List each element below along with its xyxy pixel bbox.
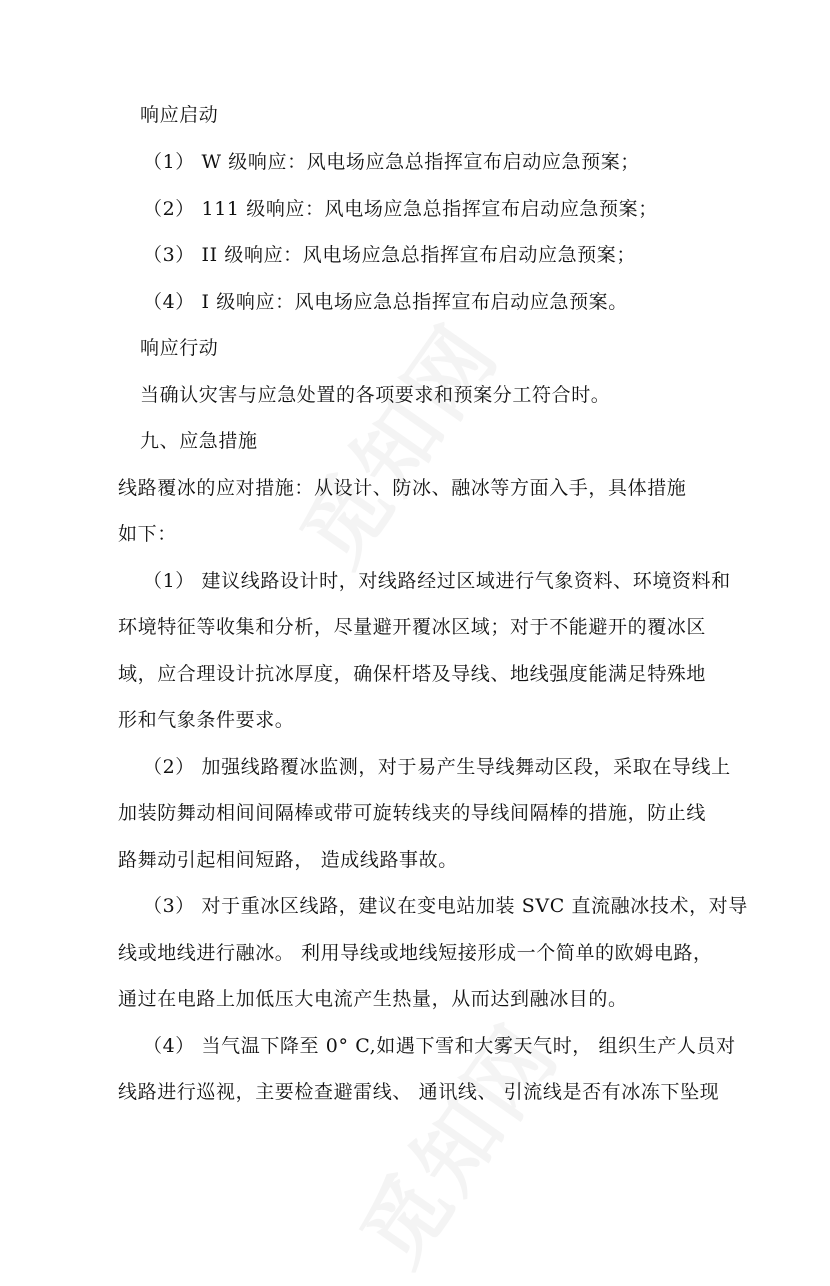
measure-2: 加装防舞动相间间隔棒或带可旋转线夹的导线间隔棒的措施，防止线 <box>118 802 707 824</box>
measure-1: （1） 建议线路设计时，对线路经过区域进行气象资料、环境资料和 <box>143 570 731 592</box>
measure-3: 通过在电路上加低压大电流产生热量，从而达到融冰目的。 <box>118 988 628 1010</box>
response-level-4: （1） W 级响应：风电场应急总指挥宣布启动应急预案； <box>143 151 640 173</box>
measure-1: 环境特征等收集和分析，尽量避开覆冰区域；对于不能避开的覆冰区 <box>118 616 707 638</box>
measure-3: 线或地线进行融冰。 利用导线或地线短接形成一个简单的欧姆电路， <box>118 942 713 964</box>
measure-2: （2） 加强线路覆冰监测，对于易产生导线舞动区段，采取在导线上 <box>143 756 731 778</box>
measure-4: （4） 当气温下降至 0° C,如遇下雪和大雾天气时， 组织生产人员对 <box>143 1035 736 1057</box>
response-level-2: （3） II 级响应：风电场应急总指挥宣布启动应急预案； <box>143 244 636 266</box>
paragraph-measures-intro: 如下： <box>118 523 177 545</box>
section-heading-emergency-measures: 九、应急措施 <box>140 430 258 452</box>
paragraph-response-action: 当确认灾害与应急处置的各项要求和预案分工符合时。 <box>140 384 611 406</box>
response-level-1: （4） I 级响应：风电场应急总指挥宣布启动应急预案。 <box>143 291 628 313</box>
paragraph-measures-intro: 线路覆冰的应对措施：从设计、防冰、融冰等方面入手，具体措施 <box>118 477 687 499</box>
measure-4: 线路进行巡视，主要检查避雷线、 通讯线、 引流线是否有冰冻下坠现 <box>118 1081 720 1103</box>
measure-2: 路舞动引起相间短路， 造成线路事故。 <box>118 849 458 871</box>
response-level-3: （2） 111 级响应：风电场应急总指挥宣布启动应急预案； <box>143 198 658 220</box>
section-heading-response-action: 响应行动 <box>140 337 219 359</box>
measure-3: （3） 对于重冰区线路，建议在变电站加装 SVC 直流融冰技术，对导 <box>143 895 748 917</box>
measure-1: 形和气象条件要求。 <box>118 709 295 731</box>
measure-1: 域，应合理设计抗冰厚度，确保杆塔及导线、地线强度能满足特殊地 <box>118 663 707 685</box>
section-heading-response-start: 响应启动 <box>140 104 219 126</box>
watermark-upper <box>268 295 522 586</box>
